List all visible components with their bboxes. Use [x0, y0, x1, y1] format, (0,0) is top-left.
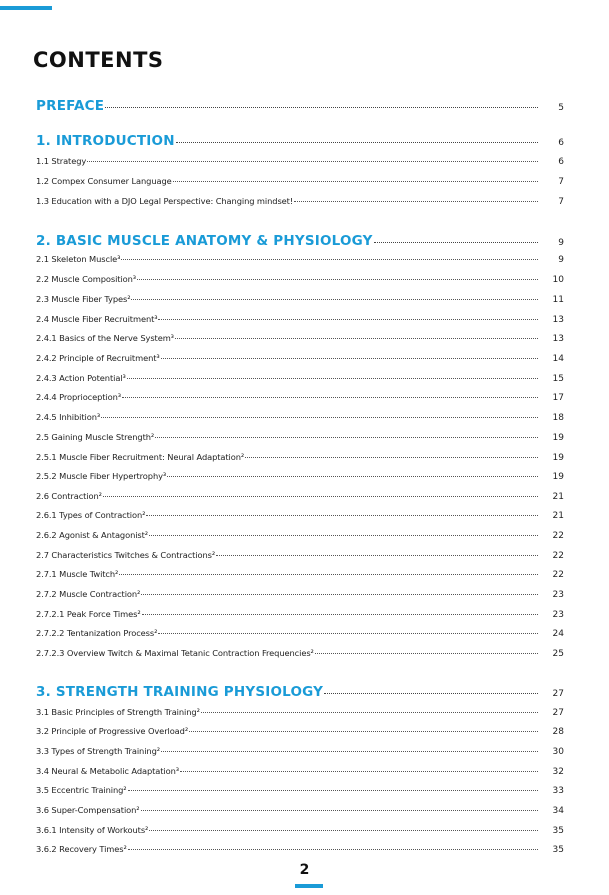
toc-section-heading[interactable] [36, 98, 564, 114]
toc-entry[interactable] [36, 628, 564, 639]
toc-entry-page: 9 [558, 255, 564, 265]
toc-entry-page: 19 [552, 453, 564, 463]
toc-entry-label: 3.2 Principle of Progressive Overload² [36, 726, 189, 736]
toc-entry[interactable] [36, 333, 564, 344]
toc-section-heading[interactable] [36, 133, 564, 149]
toc-entry-page: 27 [552, 689, 564, 699]
toc-entry[interactable] [36, 491, 564, 502]
dot-leader [158, 633, 538, 634]
toc-entry-label: 2.7.2.1 Peak Force Times² [36, 609, 141, 619]
dot-leader [216, 555, 538, 556]
toc-entry-page: 24 [552, 629, 564, 639]
toc-entry-label: 2.5 Gaining Muscle Strength² [36, 432, 155, 442]
dot-leader [101, 417, 538, 418]
dot-leader [146, 515, 538, 516]
toc-entry-page: 11 [552, 295, 564, 305]
toc-entry-page: 17 [552, 393, 564, 403]
toc-entry[interactable] [36, 432, 564, 443]
toc-entry-page: 22 [552, 551, 564, 561]
toc-entry-label: 2.6.2 Agonist & Antagonist² [36, 530, 149, 540]
toc-section-heading[interactable] [36, 684, 564, 700]
dot-leader [105, 107, 538, 108]
dot-leader [149, 830, 538, 831]
toc-entry-page: 25 [552, 649, 564, 659]
dot-leader [374, 242, 538, 243]
toc-entry[interactable] [36, 844, 564, 855]
dot-leader [137, 279, 538, 280]
toc-entry-label: 3.6.2 Recovery Times² [36, 844, 127, 854]
dot-leader [173, 181, 538, 182]
dot-leader [245, 457, 538, 458]
toc-entry[interactable] [36, 373, 564, 384]
toc-entry[interactable] [36, 471, 564, 482]
toc-entry-label: 2.5.2 Muscle Fiber Hypertrophy³ [36, 471, 167, 481]
bottom-accent-bar [295, 884, 323, 888]
toc-entry[interactable] [36, 353, 564, 364]
toc-entry-label: 2.4 Muscle Fiber Recruitment³ [36, 314, 158, 324]
dot-leader [294, 201, 538, 202]
toc-entry[interactable] [36, 452, 564, 463]
toc-entry-label: 2.4.1 Basics of the Nerve System³ [36, 333, 174, 343]
toc-entry[interactable] [36, 726, 564, 737]
toc-entry-label: 2.7.1 Muscle Twitch² [36, 569, 119, 579]
toc-entry[interactable] [36, 196, 564, 207]
toc-entry-label: 2.7.2 Muscle Contraction² [36, 589, 141, 599]
toc-entry-label: 2.4.5 Inhibition³ [36, 412, 101, 422]
page-title: CONTENTS [33, 48, 164, 72]
dot-leader [128, 849, 538, 850]
toc-entry-label: 2.7 Characteristics Twitches & Contractions² [36, 550, 216, 560]
toc-entry-label: 2.7.2.3 Overview Twitch & Maximal Tetanic Contraction Frequencies² [36, 648, 314, 658]
dot-leader [189, 731, 538, 732]
toc-entry-label: 1.2 Compex Consumer Language [36, 176, 172, 186]
dot-leader [149, 535, 538, 536]
dot-leader [315, 653, 538, 654]
toc-entry[interactable] [36, 530, 564, 541]
dot-leader [141, 810, 538, 811]
dot-leader [180, 771, 538, 772]
toc-entry[interactable] [36, 176, 564, 187]
toc-entry-page: 32 [552, 767, 564, 777]
toc-entry-label: 1. INTRODUCTION [36, 133, 175, 149]
dot-leader [122, 397, 538, 398]
toc-entry-page: 10 [552, 275, 564, 285]
toc-entry[interactable] [36, 825, 564, 836]
toc-entry-page: 23 [552, 610, 564, 620]
toc-entry-label: 2.6 Contraction² [36, 491, 102, 501]
dot-leader [167, 476, 538, 477]
toc-entry-page: 35 [552, 826, 564, 836]
toc-entry[interactable] [36, 746, 564, 757]
toc-entry-label: 2.3 Muscle Fiber Types² [36, 294, 131, 304]
dot-leader [119, 574, 538, 575]
toc-entry-label: 3.6 Super-Compensation² [36, 805, 140, 815]
toc-entry-label: 3.5 Eccentric Training² [36, 785, 127, 795]
toc-entry-label: 2.4.4 Proprioception³ [36, 392, 122, 402]
toc-entry[interactable] [36, 648, 564, 659]
dot-leader [175, 338, 538, 339]
toc-entry-label: 2.2 Muscle Composition³ [36, 274, 137, 284]
toc-entry[interactable] [36, 785, 564, 796]
toc-entry-label: 3.6.1 Intensity of Workouts² [36, 825, 149, 835]
dot-leader [121, 259, 538, 260]
toc-entry[interactable] [36, 805, 564, 816]
toc-entry-page: 6 [558, 138, 564, 148]
dot-leader [201, 712, 538, 713]
dot-leader [131, 299, 538, 300]
dot-leader [128, 790, 539, 791]
toc-entry-page: 13 [552, 334, 564, 344]
toc-entry-page: 6 [558, 157, 564, 167]
toc-entry[interactable] [36, 294, 564, 305]
toc-entry-page: 19 [552, 433, 564, 443]
toc-entry-page: 15 [552, 374, 564, 384]
page-number: 2 [299, 862, 310, 878]
toc-entry-page: 34 [552, 806, 564, 816]
toc-entry-label: 2.6.1 Types of Contraction² [36, 510, 146, 520]
dot-leader [103, 496, 538, 497]
top-accent-bar [0, 6, 52, 10]
dot-leader [158, 319, 538, 320]
toc-entry-page: 21 [552, 492, 564, 502]
toc-entry-page: 18 [552, 413, 564, 423]
toc-entry[interactable] [36, 589, 564, 600]
toc-entry-page: 9 [558, 238, 564, 248]
toc-entry[interactable] [36, 314, 564, 325]
toc-entry-page: 5 [558, 103, 564, 113]
toc-entry[interactable] [36, 274, 564, 285]
toc-entry-label: 2.1 Skeleton Muscle³ [36, 254, 121, 264]
toc-entry-label: 3.4 Neural & Metabolic Adaptation³ [36, 766, 180, 776]
toc-entry-page: 7 [558, 197, 564, 207]
toc-entry-page: 22 [552, 570, 564, 580]
toc-entry-label: 3.1 Basic Principles of Strength Training² [36, 707, 200, 717]
toc-entry-page: 35 [552, 845, 564, 855]
toc-entry[interactable] [36, 550, 564, 561]
toc-entry[interactable] [36, 707, 564, 718]
dot-leader [127, 378, 538, 379]
toc-entry-page: 7 [558, 177, 564, 187]
toc-entry-page: 30 [552, 747, 564, 757]
toc-entry-label: 2.4.3 Action Potential³ [36, 373, 126, 383]
toc-entry[interactable] [36, 609, 564, 620]
toc-entry[interactable] [36, 156, 564, 167]
dot-leader [142, 614, 538, 615]
toc-entry[interactable] [36, 412, 564, 423]
toc-entry-label: 3. STRENGTH TRAINING PHYSIOLOGY [36, 684, 324, 700]
toc-entry-page: 28 [552, 727, 564, 737]
toc-entry-page: 33 [552, 786, 564, 796]
toc-entry[interactable] [36, 392, 564, 403]
toc-entry-label: PREFACE [36, 98, 105, 114]
toc-entry-page: 14 [552, 354, 564, 364]
toc-entry-label: 2. BASIC MUSCLE ANATOMY & PHYSIOLOGY [36, 233, 373, 249]
toc-entry-page: 19 [552, 472, 564, 482]
dot-leader [161, 751, 538, 752]
toc-entry-page: 23 [552, 590, 564, 600]
toc-entry-label: 1.3 Education with a DJO Legal Perspective: Changing mindset! [36, 196, 294, 206]
toc-entry[interactable] [36, 766, 564, 777]
toc-entry[interactable] [36, 254, 564, 265]
toc-entry-page: 22 [552, 531, 564, 541]
dot-leader [141, 594, 538, 595]
dot-leader [161, 358, 538, 359]
dot-leader [324, 693, 538, 694]
toc-entry[interactable] [36, 569, 564, 580]
toc-entry-page: 21 [552, 511, 564, 521]
toc-entry-label: 3.3 Types of Strength Training² [36, 746, 160, 756]
toc-entry-page: 13 [552, 315, 564, 325]
dot-leader [87, 161, 538, 162]
toc-entry-page: 27 [552, 708, 564, 718]
toc-entry-label: 2.7.2.2 Tentanization Process² [36, 628, 158, 638]
toc-entry-label: 2.5.1 Muscle Fiber Recruitment: Neural Adaptation² [36, 452, 245, 462]
toc-entry-label: 2.4.2 Principle of Recruitment³ [36, 353, 160, 363]
toc-section-heading[interactable] [36, 233, 564, 249]
toc-entry-label: 1.1 Strategy [36, 156, 87, 166]
dot-leader [155, 437, 538, 438]
dot-leader [176, 142, 538, 143]
toc-entry[interactable] [36, 510, 564, 521]
